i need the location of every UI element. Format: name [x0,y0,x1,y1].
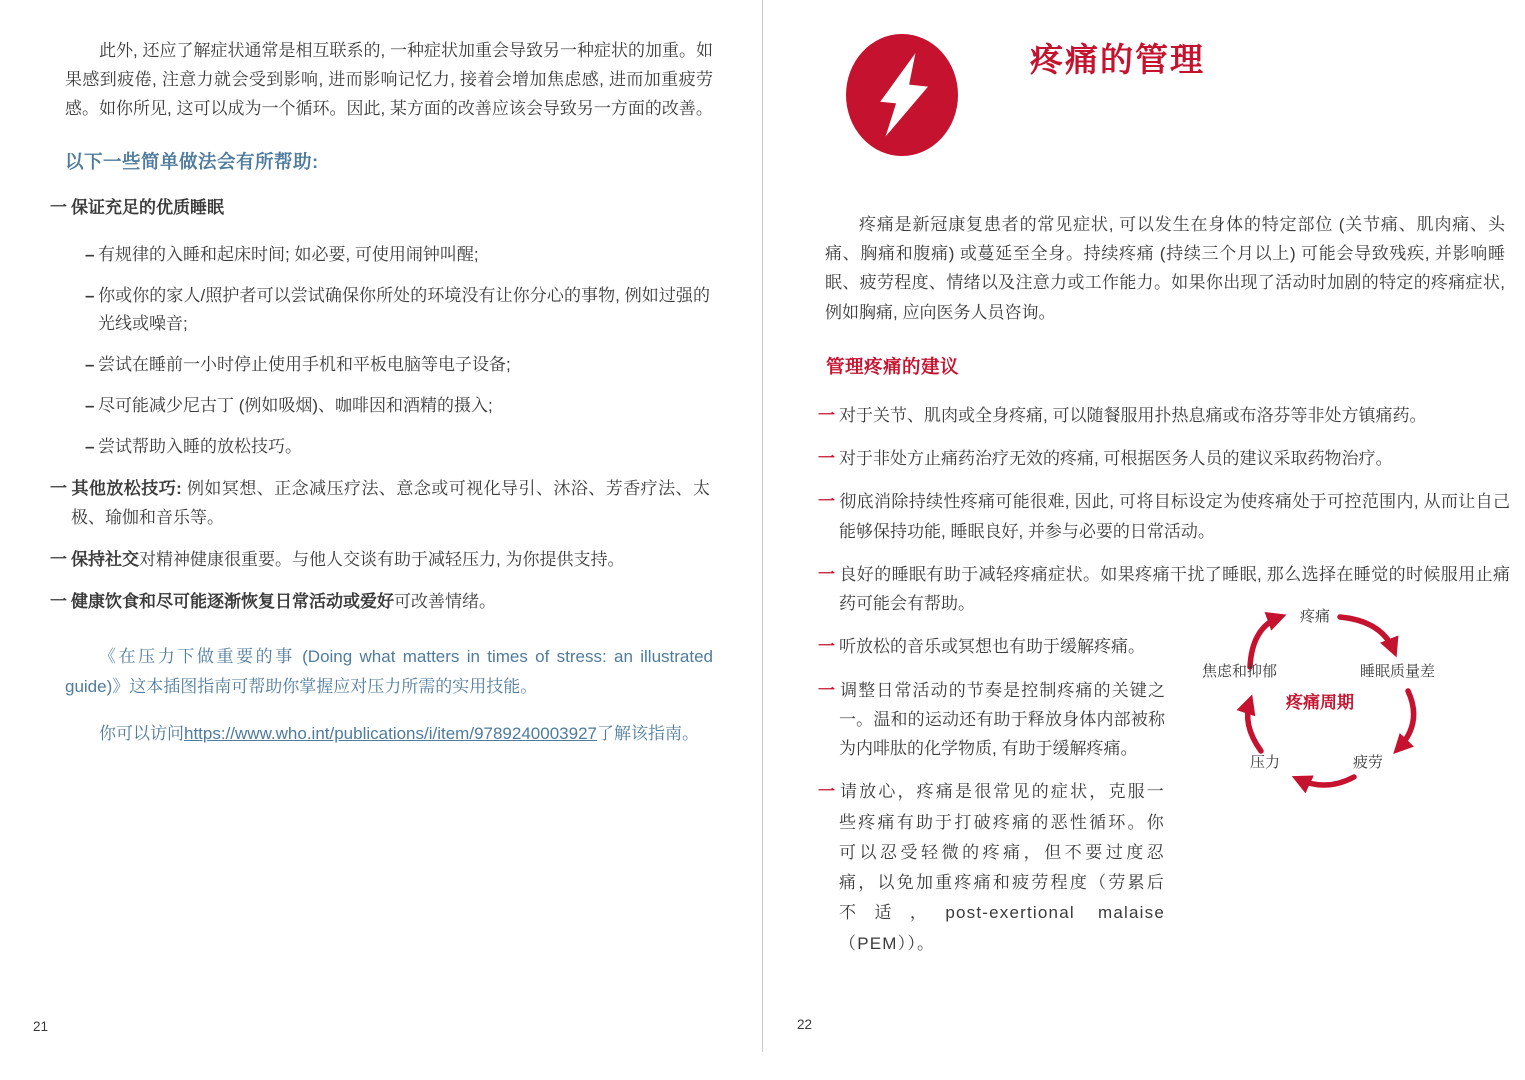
cycle-node-anxiety-depression: 焦虑和抑郁 [1202,663,1278,680]
bullet-text: 请放心，疼痛是很常见的症状，克服一些疼痛有助于打破疼痛的恶性循环。你可以忍受轻微的疼痛，但不要过度忍痛，以免加重疼痛和疲劳程度（劳累后不适，post-exertional malaise（PEM））。 [839,782,1165,953]
bullet-sleep-label: 保证充足的优质睡眠 [71,197,224,217]
cycle-node-pain: 疼痛 [1300,608,1331,625]
cycle-node-fatigue: 疲劳 [1353,754,1384,771]
bullet-text: 对精神健康很重要。与他人交谈有助于减轻压力, 为你提供支持。 [139,549,625,569]
left-section-heading: 以下一些简单做法会有所帮助: [65,150,319,172]
page-left [33,30,723,748]
red-dash-marker: 一 [818,449,835,469]
dash-marker: 一 [50,549,67,569]
sub-bullet-relaxation [85,433,710,461]
bullet-text: 对于非处方止痛药治疗无效的疼痛, 可根据医务人员的建议采取药物治疗。 [839,449,1393,469]
dash-marker: – [85,354,95,374]
pain-management-header [818,30,1512,170]
pain-advice-heading: 管理疼痛的建议 [826,355,960,377]
sub-bullet-text: 尝试帮助入睡的放松技巧。 [98,436,302,456]
bullet-relaxation-techniques [50,475,710,533]
bullet-text: 对于关节、肌肉或全身疼痛, 可以随餐服用扑热息痛或布洛芬等非处方镇痛药。 [839,405,1427,425]
red-dash-marker: 一 [818,637,835,657]
pain-bullet-reassurance [818,777,1165,959]
bullet-text: 彻底消除持续性疼痛可能很难, 因此, 可将目标设定为使疼痛处于可控范围内, 从而让自己能够保持功能, 睡眠良好, 并参与必要的日常活动。 [839,492,1510,541]
dash-marker: 一 [50,591,67,611]
page-title: 疼痛的管理 [1030,41,1205,78]
link-prefix: 你可以访问 [99,723,184,743]
red-dash-marker: 一 [818,564,835,584]
bullet-sleep [50,194,710,223]
sleep-sub-list [85,241,723,461]
pain-bullet-manageable-goal [818,487,1510,545]
sub-bullet-nicotine [85,392,710,420]
pain-bullet-pacing [818,676,1165,764]
bullet-text: 听放松的音乐或冥想也有助于缓解疼痛。 [839,637,1145,657]
red-dash-marker: 一 [818,782,837,802]
sub-bullet-text: 有规律的入睡和起床时间; 如必要, 可使用闹钟叫醒; [98,244,479,264]
cycle-node-stress: 压力 [1250,754,1281,771]
lightning-bolt-icon [845,32,959,165]
page-number-right: 22 [797,1017,813,1032]
who-guide-link[interactable]: https://www.who.int/publications/i/item/9789240003927 [184,723,597,743]
pain-intro-paragraph: 疼痛是新冠康复患者的常见症状, 可以发生在身体的特定部位 (关节痛、肌肉痛、头痛、胸痛和腹痛) 或蔓延至全身。持续疼痛 (持续三个月以上) 可能会导致残疾, 并影响睡眠、疲劳程度、情绪以及注意力或工作能力。如果你出现了活动时加剧的特定的疼痛症状, 例如胸痛, 应向医务人员咨询。 [825,215,1505,322]
pain-bullet-prescription [818,444,1510,473]
stress-guide-paragraph: 《在压力下做重要的事 (Doing what matters in times of stress: an illustrated guide)》这本插图指南可帮助你掌握应对压力所需的实用技能。 [65,647,713,696]
pain-cycle-diagram [1190,593,1525,833]
bullet-healthy-diet [50,588,710,617]
bullet-social-contact [50,546,710,575]
red-dash-marker: 一 [818,405,835,425]
sub-bullet-devices [85,351,710,379]
sub-bullet-text: 尽可能减少尼古丁 (例如吸烟)、咖啡因和酒精的摄入; [98,395,493,415]
bullet-text: 可改善情绪。 [394,591,496,611]
dash-marker: – [85,244,95,264]
bullet-text: 例如冥想、正念减压疗法、意念或可视化导引、沐浴、芳香疗法、太极、瑜伽和音乐等。 [71,478,710,527]
sub-bullet-environment [85,282,710,338]
page-divider [762,0,763,1052]
bullet-text: 调整日常活动的节奏是控制疼痛的关键之一。温和的运动还有助于释放身体内部被称为内啡肽的化学物质, 有助于缓解疼痛。 [839,680,1165,759]
guide-link-line [65,719,713,748]
page-number-left: 21 [33,1019,49,1034]
sub-bullet-schedule [85,241,710,269]
red-dash-marker: 一 [818,492,835,512]
dash-marker: 一 [50,478,67,498]
sub-bullet-text: 你或你的家人/照护者可以尝试确保你所处的环境没有让你分心的事物, 例如过强的光线或噪音; [98,285,710,333]
dash-marker: – [85,395,95,415]
red-dash-marker: 一 [818,680,835,700]
dash-marker: – [85,436,95,456]
cycle-arrows-icon [1190,593,1525,833]
sub-bullet-text: 尝试在睡前一小时停止使用手机和平板电脑等电子设备; [98,354,511,374]
cycle-node-poor-sleep: 睡眠质量差 [1360,663,1436,680]
bullet-text: 良好的睡眠有助于减轻疼痛症状。如果疼痛干扰了睡眠, 那么选择在睡觉的时候服用止痛药可能会有帮助。 [839,564,1510,614]
dash-marker: – [85,285,95,305]
link-suffix: 了解该指南。 [596,723,699,743]
dash-marker: 一 [50,197,67,217]
bullet-lead: 保持社交 [71,549,139,569]
bullet-lead: 其他放松技巧: [71,478,182,498]
left-intro-paragraph: 此外, 还应了解症状通常是相互联系的, 一种症状加重会导致另一种症状的加重。如果感到疲倦, 注意力就会受到影响, 进而影响记忆力, 接着会增加焦虑感, 进而加重疲劳感。如你所见, 这可以成为一个循环。因此, 某方面的改善应该会导致另一方面的改善。 [65,41,713,119]
cycle-center-label: 疼痛周期 [1286,693,1354,712]
pain-bullet-otc-painkillers [818,401,1510,430]
bullet-lead: 健康饮食和尽可能逐渐恢复日常活动或爱好 [71,591,394,611]
